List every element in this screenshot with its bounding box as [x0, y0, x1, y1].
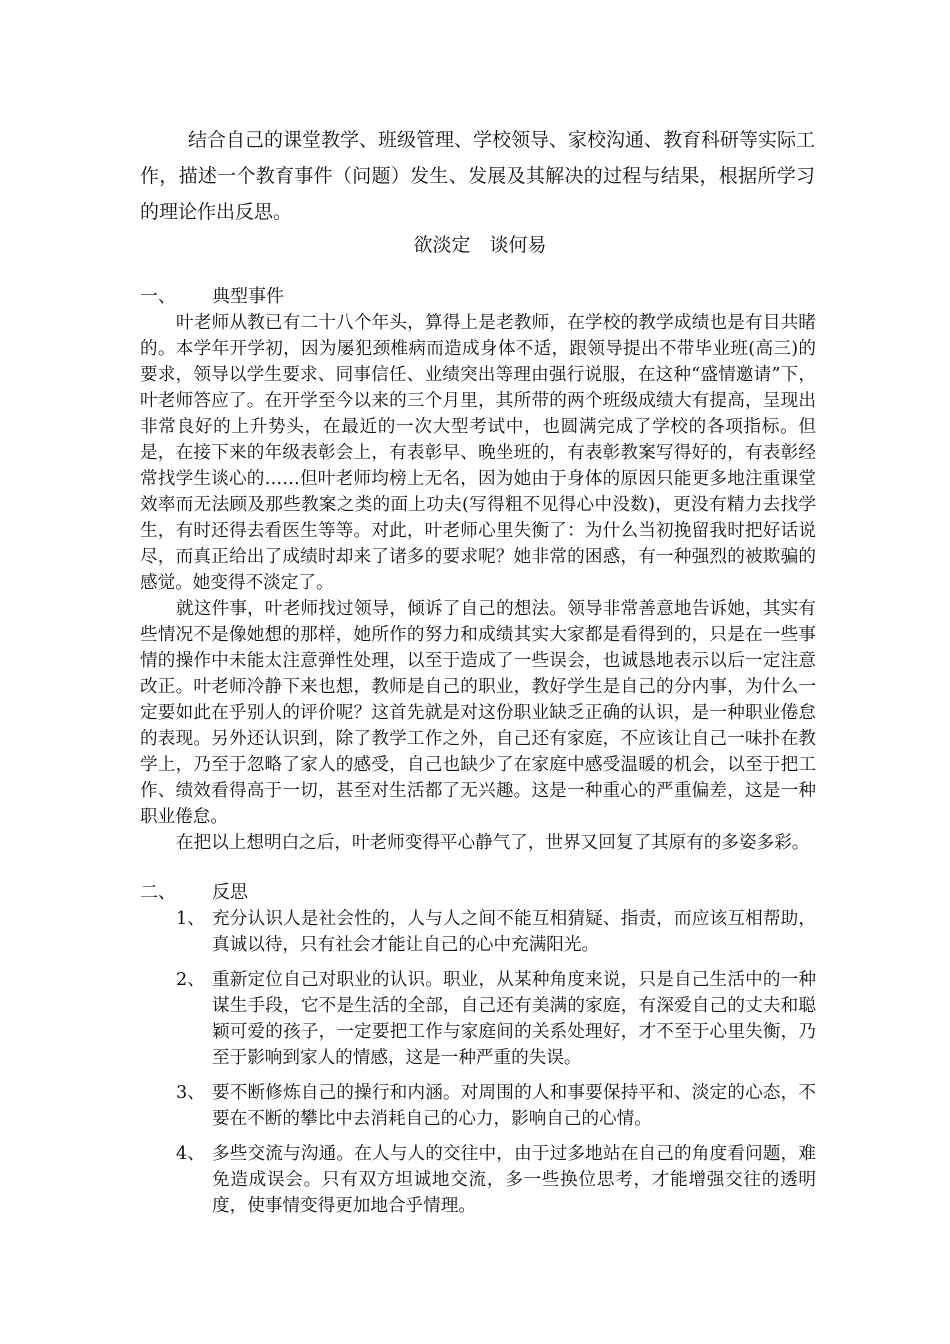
section-1-paragraph-2: 就这件事，叶老师找过领导，倾诉了自己的想法。领导非常善意地告诉她，其实有些情况不是像她想的那样，她所作的努力和成绩其实大家都是看得到的，只是在一些事情的操作中未能太注意弹性处理，以至于造成了一些误会，也诚恳地表示以后一定注意改正。叶老师冷静下来也想，教师是自己的职业，教好学生是自己的分内事，为什么一定要如此在乎别人的评价呢？这首先就是对这份职业缺乏正确的认识，是一种职业倦怠的表现。另外还认识到，除了教学工作之外，自己还有家庭，不应该让自己一味扑在教学上，乃至于忽略了家人的感受，自己也缺少了在家庭中感受温暖的机会，以至于把工作、绩效看得高于一切，甚至对生活都了无兴趣。这是一种重心的严重偏差，这是一种职业倦怠。	[140, 599, 816, 827]
section-1-title: 典型事件	[212, 286, 284, 307]
assignment-prompt: 结合自己的课堂教学、班级管理、学校领导、家校沟通、教育科研等实际工作，描述一个教育事件（问题）发生、发展及其解决的过程与结果，根据所学习的理论作出反思。	[140, 129, 816, 223]
section-2-number: 二、	[140, 882, 176, 903]
reflection-index: 4、	[176, 1144, 205, 1164]
reflection-text: 要不断修炼自己的操行和内涵。对周围的人和事要保持平和、淡定的心态，不要在不断的攀比中去消耗自己的心力，影响自己的心情。	[212, 1083, 816, 1129]
section-1-heading	[140, 284, 284, 310]
reflection-item-1	[176, 906, 816, 958]
section-1-paragraph-1: 叶老师从教已有二十八个年头，算得上是老教师，在学校的教学成绩也是有目共睹的。本学年开学初，因为屡犯颈椎病而造成身体不适，跟领导提出不带毕业班(高三)的要求，领导以学生要求、同事信任、业绩突出等理由强行说服，在这种“盛情邀请”下，叶老师答应了。在开学至今以来的三个月里，其所带的两个班级成绩大有提高，呈现出非常良好的上升势头，在最近的一次大型考试中，也圆满完成了学校的各项指标。但是，在接下来的年级表彰会上，有表彰早、晚坐班的，有表彰教案写得好的，有表彰经常找学生谈心的……但叶老师均榜上无名，因为她由于身体的原因只能更多地注重课堂效率而无法顾及那些教案之类的面上功夫(写得粗不见得心中没数)，更没有精力去找学生，有时还得去看医生等等。对此，叶老师心里失衡了：为什么当初挽留我时把好话说尽，而真正给出了成绩时却来了诸多的要求呢？她非常的困惑，有一种强烈的被欺骗的感觉。她变得不淡定了。	[140, 313, 816, 593]
reflection-text: 充分认识人是社会性的，人与人之间不能互相猜疑、指责，而应该互相帮助，真诚以待，只有社会才能让自己的心中充满阳光。	[212, 909, 816, 955]
reflection-index: 2、	[176, 970, 205, 990]
reflection-item-2	[176, 967, 816, 1071]
section-2-heading	[140, 880, 248, 906]
section-1-number: 一、	[140, 286, 176, 307]
section-1-paragraph-3: 在把以上想明白之后，叶老师变得平心静气了，世界又回复了其原有的多姿多彩。	[176, 833, 810, 853]
reflection-item-4	[176, 1141, 816, 1219]
reflection-list	[176, 906, 816, 1228]
section-2-title: 反思	[212, 882, 248, 903]
reflection-item-3	[176, 1080, 816, 1132]
section-1-body	[140, 310, 816, 856]
reflection-index: 1、	[176, 909, 205, 929]
reflection-text: 重新定位自己对职业的认识。职业，从某种角度来说，只是自己生活中的一种谋生手段，它不是生活的全部，自己还有美满的家庭，有深爱自己的丈夫和聪颖可爱的孩子，一定要把工作与家庭间的关系处理好，才不至于心里失衡，乃至于影响到家人的情感，这是一种严重的失误。	[212, 970, 816, 1068]
essay-title: 欲淡定 谈何易	[413, 234, 547, 256]
reflection-text: 多些交流与沟通。在人与人的交往中，由于过多地站在自己的角度看问题，难免造成误会。只有双方坦诚地交流，多一些换位思考，才能增强交往的透明度，使事情变得更加地合乎情理。	[212, 1144, 816, 1216]
reflection-index: 3、	[176, 1083, 205, 1103]
